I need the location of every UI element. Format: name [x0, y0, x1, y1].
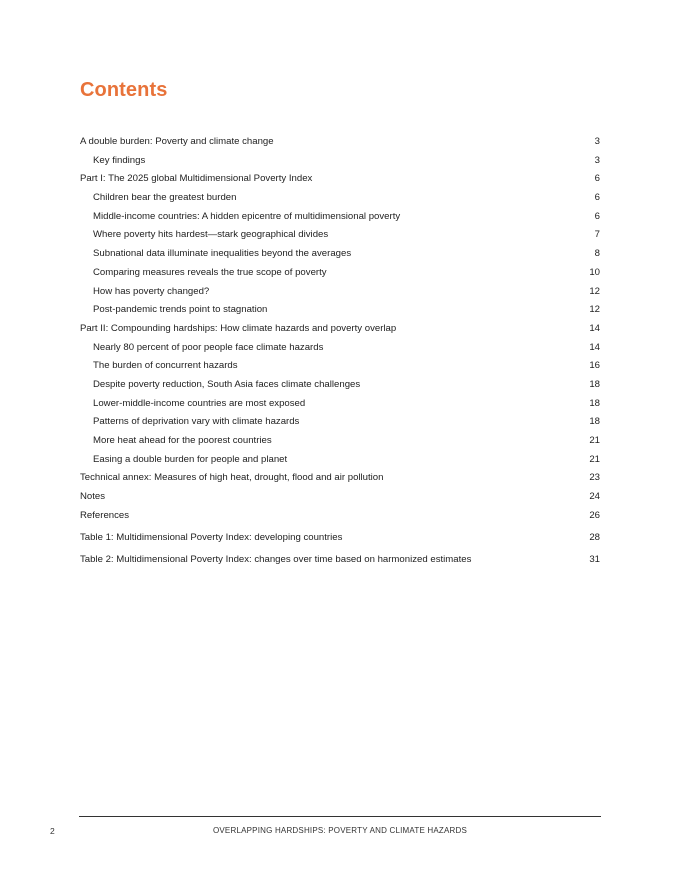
toc-entry[interactable]: [80, 170, 600, 189]
toc-entry[interactable]: [80, 551, 600, 570]
toc-entry-label[interactable]: How has poverty changed?: [93, 285, 210, 297]
toc-entry[interactable]: [80, 320, 600, 339]
toc-entry-page-number[interactable]: 14: [589, 322, 600, 334]
toc-entry-page-number[interactable]: 21: [589, 453, 600, 465]
toc-entry-label[interactable]: A double burden: Poverty and climate change: [80, 136, 274, 147]
toc-entry-page-number[interactable]: 16: [589, 360, 600, 372]
toc-entry-label[interactable]: Table 1: Multidimensional Poverty Index: developing countries: [80, 531, 343, 543]
toc-entry-label[interactable]: Lower-middle-income countries are most exposed: [93, 397, 306, 409]
toc-entry-label[interactable]: Part I: The 2025 global Multidimensional Poverty Index: [80, 173, 313, 185]
toc-entry-label[interactable]: Part II: Compounding hardships: How climate hazards and poverty overlap: [80, 322, 397, 334]
toc-entry[interactable]: [80, 451, 600, 470]
toc-entry-page-number[interactable]: 6: [594, 192, 600, 204]
toc-entry[interactable]: [80, 301, 600, 320]
toc-entry-page-number[interactable]: 3: [594, 154, 600, 166]
toc-entry[interactable]: [80, 245, 600, 264]
toc-entry-page-number[interactable]: 3: [594, 136, 600, 147]
toc-entry-label[interactable]: Technical annex: Measures of high heat, drought, flood and air pollution: [80, 472, 384, 484]
footer-divider: [79, 816, 601, 817]
toc-entry[interactable]: [80, 357, 600, 376]
toc-entry-page-number[interactable]: 28: [589, 531, 600, 543]
toc-entry-page-number[interactable]: 6: [594, 210, 600, 222]
toc-entry[interactable]: [80, 413, 600, 432]
table-of-contents: [80, 133, 600, 569]
toc-entry-page-number[interactable]: 18: [589, 397, 600, 409]
toc-entry[interactable]: [80, 507, 600, 526]
toc-entry[interactable]: [80, 189, 600, 208]
toc-entry-page-number[interactable]: 14: [589, 341, 600, 353]
toc-entry[interactable]: [80, 488, 600, 507]
toc-entry-page-number[interactable]: 12: [589, 304, 600, 316]
toc-entry[interactable]: [80, 133, 600, 152]
footer-page-number: 2: [50, 826, 55, 836]
toc-entry-page-number[interactable]: 6: [594, 173, 600, 185]
toc-entry[interactable]: [80, 208, 600, 227]
toc-entry-label[interactable]: Table 2: Multidimensional Poverty Index: changes over time based on harmonized estimates: [80, 553, 472, 565]
toc-entry-page-number[interactable]: 31: [589, 553, 600, 565]
toc-entry[interactable]: [80, 152, 600, 171]
toc-entry[interactable]: [80, 395, 600, 414]
toc-entry-label[interactable]: Children bear the greatest burden: [93, 192, 237, 204]
toc-entry-label[interactable]: More heat ahead for the poorest countries: [93, 435, 272, 446]
toc-entry-label[interactable]: Middle-income countries: A hidden epicentre of multidimensional poverty: [93, 210, 401, 222]
toc-entry-label[interactable]: Subnational data illuminate inequalities beyond the averages: [93, 248, 352, 260]
toc-entry-page-number[interactable]: 18: [589, 378, 600, 390]
toc-entry-label[interactable]: Post-pandemic trends point to stagnation: [93, 304, 268, 316]
toc-entry[interactable]: [80, 529, 600, 548]
toc-entry-page-number[interactable]: 18: [589, 416, 600, 428]
toc-entry-page-number[interactable]: 21: [589, 435, 600, 446]
toc-entry[interactable]: [80, 432, 600, 451]
toc-entry-page-number[interactable]: 10: [589, 266, 600, 278]
toc-entry-label[interactable]: Comparing measures reveals the true scope of poverty: [93, 266, 327, 278]
toc-entry-label[interactable]: Key findings: [93, 154, 146, 166]
page-title: Contents: [80, 79, 168, 101]
toc-entry[interactable]: [80, 283, 600, 302]
toc-entry-label[interactable]: References: [80, 509, 130, 521]
toc-entry-page-number[interactable]: 26: [589, 509, 600, 521]
toc-entry-page-number[interactable]: 23: [589, 472, 600, 484]
toc-entry-page-number[interactable]: 8: [594, 248, 600, 260]
toc-entry-label[interactable]: Nearly 80 percent of poor people face climate hazards: [93, 341, 324, 353]
toc-entry-page-number[interactable]: 12: [589, 285, 600, 297]
toc-entry-label[interactable]: The burden of concurrent hazards: [93, 360, 238, 372]
toc-entry-label[interactable]: Where poverty hits hardest—stark geographical divides: [93, 229, 329, 241]
toc-entry-label[interactable]: Despite poverty reduction, South Asia faces climate challenges: [93, 378, 361, 390]
toc-entry-page-number[interactable]: 7: [594, 229, 600, 241]
toc-entry[interactable]: [80, 376, 600, 395]
toc-entry[interactable]: [80, 469, 600, 488]
toc-entry-page-number[interactable]: 24: [589, 491, 600, 503]
toc-entry[interactable]: [80, 339, 600, 358]
toc-entry[interactable]: [80, 264, 600, 283]
footer-running-title: OVERLAPPING HARDSHIPS: POVERTY AND CLIMATE HAZARDS: [212, 826, 468, 835]
toc-entry-label[interactable]: Notes: [80, 491, 106, 503]
toc-entry[interactable]: [80, 226, 600, 245]
toc-entry-label[interactable]: Patterns of deprivation vary with climate hazards: [93, 416, 300, 428]
toc-entry-label[interactable]: Easing a double burden for people and planet: [93, 453, 288, 465]
